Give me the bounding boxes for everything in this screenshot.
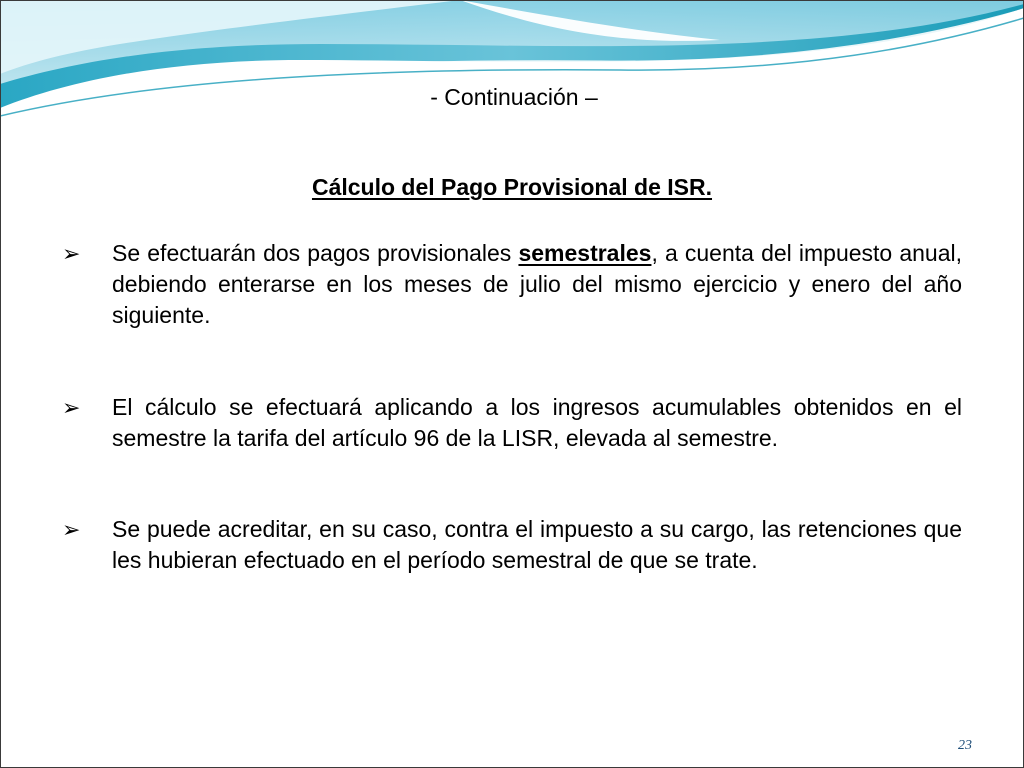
bullet-1-text-after: , a cuenta del impuesto anual, debiendo enterarse en los meses de julio del mismo ejercicio y enero del año siguiente. <box>112 240 963 328</box>
bullet-text-3: Se puede acreditar, en su caso, contra el impuesto a su cargo, las retenciones que les hubieran efectuado en el período semestral de que se trate. <box>112 516 962 573</box>
bullet-text-1 <box>112 238 962 331</box>
bullet-item-2 <box>62 392 962 454</box>
subtitle-text: - Continuación – <box>430 84 598 110</box>
title-text: Cálculo del Pago Provisional de ISR. <box>311 174 713 200</box>
slide-subtitle <box>0 84 1024 111</box>
arrow-bullet-icon: ➢ <box>62 241 81 266</box>
bullet-item-1 <box>62 238 962 331</box>
slide-title <box>0 174 1024 201</box>
arrow-bullet-icon: ➢ <box>62 517 81 542</box>
page-number: 23 <box>958 738 972 753</box>
bullet-item-3 <box>62 514 962 576</box>
arrow-bullet-icon: ➢ <box>62 395 81 420</box>
bullet-text-2: El cálculo se efectuará aplicando a los ingresos acumulables obtenidos en el semestre la tarifa del artículo 96 de la LISR, elevada al semestre. <box>112 394 962 451</box>
bullet-1-text-before: Se efectuarán dos pagos provisionales <box>112 240 519 266</box>
bullet-1-emphasis: semestrales <box>518 240 652 266</box>
